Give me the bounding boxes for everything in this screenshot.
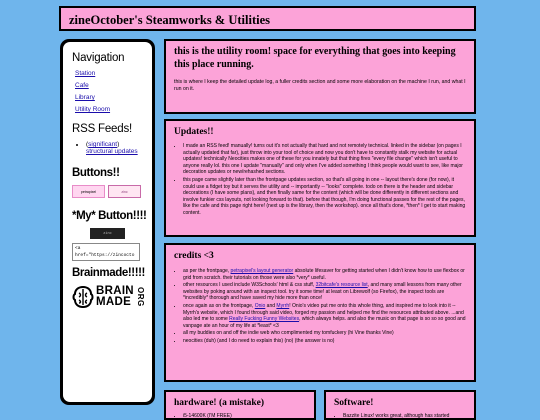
nav-item-cafe <box>75 82 146 89</box>
credit-item: • all my buddies on and off the indie web who complimented my tomfuckery (hi Vine thanks Vine) <box>183 330 466 337</box>
nav-link-library[interactable]: Library <box>75 94 95 101</box>
software-item: • Bazzite Linux! works great, although has started <box>343 413 466 420</box>
updates-panel <box>164 119 476 237</box>
zinc-button[interactable]: zinc <box>108 185 141 198</box>
nav-item-library <box>75 94 146 101</box>
button-code-box[interactable] <box>72 243 140 261</box>
credit-text: as per the frontpage, <box>183 268 231 274</box>
nav-link-utility-room[interactable]: Utility Room <box>75 106 111 113</box>
credit-item <box>183 268 466 281</box>
site-header <box>59 6 476 31</box>
myrrh-link[interactable]: Myrrh <box>276 302 290 309</box>
credit-item: • neocities (duh) (and I do need to explain this) (no) (the answer is no) <box>183 338 466 345</box>
hardware-heading: hardware! (a mistake) <box>174 398 265 408</box>
brainmade-org: ORG <box>135 287 145 307</box>
credits-heading: credits <3 <box>174 251 214 261</box>
brainmade-title: Brainmade!!!!! <box>72 267 145 279</box>
credit-text: , and many small lessons from many other websites by poking around with an inspect tool. try it some time! at least on Librewolf (so Firefox), the inspect tools are *incredibly* thorough and have saved my hide more than once! <box>183 282 462 302</box>
my-site-button[interactable] <box>90 228 125 239</box>
intro-text: this is where I keep the detailed update log, a fuller credits section and some more elaboration on the machine I run, and what I run on it. <box>174 79 466 92</box>
update-item: • I made an RSS feed! manually! turns out it's not actually that hard and not remotely technical. linked in the sidebar (on pages I actually updated that far), just throw into your tool of choice and now you don't have to constantly stalk my website for actual updates! technically Neocities makes one of these for you innately but that thing fires "every file change" which isn't useful to anyone really lol. this one I update "manually" and only when I've added something I think people would want to see, like major decoration updates or new/rehashed sections. <box>183 143 466 176</box>
software-panel <box>324 390 476 420</box>
navigation-title: Navigation <box>72 52 125 64</box>
nav-link-cafe[interactable]: Cafe <box>75 82 89 89</box>
hardware-list <box>174 413 306 420</box>
credit-text: other resources I used include W3Schools' html & css stuff, <box>183 282 316 289</box>
brainmade-line1: BRAIN <box>96 285 134 297</box>
brainmade-logo[interactable] <box>72 285 146 309</box>
credits-panel <box>164 243 476 382</box>
rss-title: RSS Feeds! <box>72 123 132 135</box>
rss-link-structural-updates[interactable]: structural updates <box>86 148 138 155</box>
site-title: zineOctober's Steamworks & Utilities <box>69 13 271 27</box>
updates-heading: Updates!! <box>174 127 214 137</box>
brainmade-wordmark <box>96 286 134 308</box>
rss-list <box>78 141 146 155</box>
rss-suffix: ) <box>117 141 120 148</box>
my-site-button-text: zinc <box>103 231 112 236</box>
software-list <box>334 413 466 420</box>
rss-prefix: ( <box>86 141 89 148</box>
brainmade-line2: MADE <box>96 296 132 308</box>
credit-text: , which always helps. and also the music on that page is so so so good and vanpage ate an hour of my life at *least* <3 <box>183 316 466 329</box>
sidebar <box>60 39 155 405</box>
updates-list <box>174 143 466 217</box>
my-button-title: *My* Button!!!! <box>72 210 147 222</box>
brain-icon <box>72 285 94 309</box>
intro-heading: this is the utility room! space for everything that goes into keeping this place running. <box>174 46 456 70</box>
nav-list <box>72 70 146 113</box>
funny-websites-link[interactable]: Really Fucking Funny Websites <box>229 316 300 323</box>
code-line-1: <a <box>75 246 81 251</box>
nav-link-station[interactable]: Station <box>75 70 96 77</box>
onio-link[interactable]: Onio <box>254 302 266 309</box>
credit-item <box>183 303 466 329</box>
credit-text: once again as on the frontpage, <box>183 302 255 309</box>
software-heading: Software! <box>334 398 374 408</box>
layout-generator-link[interactable]: petrapixel's layout generator <box>230 268 294 274</box>
sidebar-inner <box>63 42 152 402</box>
credit-text: and <box>265 302 277 309</box>
resource-list-link[interactable]: 32bitcafe's resource list <box>315 282 368 289</box>
code-line-2: href="https://zincocto <box>75 253 135 258</box>
rss-link-significant[interactable]: significant <box>88 141 118 148</box>
nav-item-station <box>75 70 146 77</box>
hardware-panel <box>164 390 316 420</box>
nav-item-utility-room <box>75 106 146 113</box>
petrapixel-button[interactable]: petrapixel <box>72 185 105 198</box>
hardware-item: • i5-14600K (I'M FREE) <box>183 413 306 420</box>
update-item: • this page came slightly later than the frontpage updates section, so that's all going in one -- layout there's done (for now), it could use a fidget toy but it serves the utility and -- importantly -- "looks" complete. todo on there is the header and sidebar decorations (I have some plans), and then finally same for the content (which will be done differently in different sections and involve funkier css layouts, not looking forward to that). before that though, I'm doing functional passes for the rest of the pages, like the cafe and this page right here! (next up is the library, then the workshop). once all that's done, *then* I get to start making content. <box>183 177 466 217</box>
credit-item <box>183 282 466 302</box>
rss-item <box>86 141 146 155</box>
credits-list <box>174 268 466 345</box>
button-row <box>72 185 146 198</box>
buttons-title: Buttons!! <box>72 167 120 179</box>
credit-text: ! Onio's video put me onto this whole thing, and inspired me to look into it -- Myrrh's website, which I found through said video, forged my passion and helped me find the resources attributed above. ...and also led me to some <box>183 302 464 323</box>
intro-panel <box>164 39 476 114</box>
credit-text: absolute lifesaver for getting started when I didn't know how to use flexbox or grid from scratch. their tutorials on those were also *very* useful. <box>183 268 465 281</box>
